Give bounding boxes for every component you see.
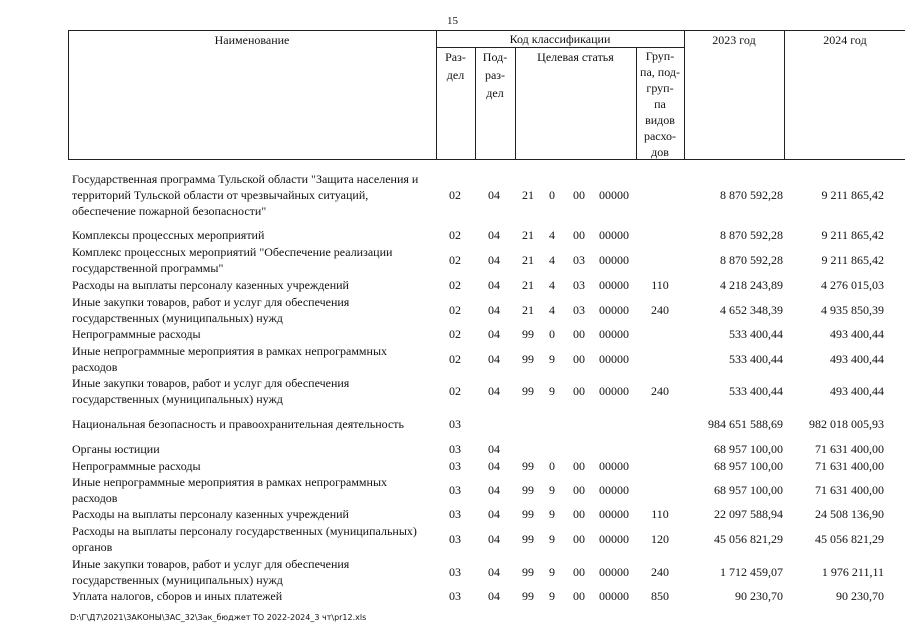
row-value-2024: 9 211 865,42 — [821, 228, 884, 242]
row-value-2024: 45 056 821,29 — [815, 532, 884, 546]
row-target-2: 9 — [549, 565, 555, 579]
row-razdel: 03 — [449, 507, 461, 521]
row-value-2023: 68 957 100,00 — [714, 483, 783, 497]
row-value-2024: 71 631 400,00 — [815, 483, 884, 497]
divider — [684, 30, 685, 160]
row-target-4: 00000 — [599, 532, 629, 546]
row-razdel: 02 — [449, 278, 461, 292]
row-target-2: 4 — [549, 303, 555, 317]
row-name: Иные непрограммные мероприятия в рамках непрограммных расходов — [72, 344, 388, 374]
row-razdel: 03 — [449, 589, 461, 603]
divider — [784, 30, 785, 160]
row-target-3: 00 — [573, 483, 585, 497]
row-name: Государственная программа Тульской области "Защита населения и территорий Тульской области от чрезвычайных ситуаций, обеспечение пожарной безопасности" — [72, 172, 419, 218]
header-year-2024: 2024 год — [823, 33, 867, 47]
row-group: 240 — [651, 384, 669, 398]
row-value-2023: 90 230,70 — [735, 589, 783, 603]
row-podrazdel: 04 — [488, 532, 500, 546]
row-value-2024: 71 631 400,00 — [815, 442, 884, 456]
row-group: 110 — [651, 507, 669, 521]
row-target-4: 00000 — [599, 188, 629, 202]
row-target-3: 00 — [573, 589, 585, 603]
row-razdel: 02 — [449, 228, 461, 242]
row-target-1: 21 — [522, 253, 534, 267]
row-target-2: 9 — [549, 532, 555, 546]
row-razdel: 02 — [449, 188, 461, 202]
row-podrazdel: 04 — [488, 253, 500, 267]
row-target-1: 99 — [522, 327, 534, 341]
page-number: 15 — [447, 15, 458, 27]
header-target: Целевая статья — [537, 50, 614, 64]
row-target-4: 00000 — [599, 278, 629, 292]
row-target-1: 21 — [522, 228, 534, 242]
header-group: Груп- па, под- груп- па видов расхо- дов — [640, 49, 680, 159]
row-podrazdel: 04 — [488, 352, 500, 366]
row-group: 240 — [651, 303, 669, 317]
row-target-4: 00000 — [599, 483, 629, 497]
row-value-2024: 4 276 015,03 — [821, 278, 884, 292]
row-target-2: 9 — [549, 483, 555, 497]
row-name: Комплекс процессных мероприятий "Обеспечение реализации государственной программы" — [72, 245, 393, 275]
row-target-1: 21 — [522, 303, 534, 317]
row-target-4: 00000 — [599, 384, 629, 398]
row-podrazdel: 04 — [488, 278, 500, 292]
row-razdel: 02 — [449, 384, 461, 398]
row-target-2: 0 — [549, 327, 555, 341]
header-podrazdel: Под- раз- дел — [482, 50, 508, 100]
row-podrazdel: 04 — [488, 384, 500, 398]
row-group: 240 — [651, 565, 669, 579]
row-name: Расходы на выплаты персоналу казенных учреждений — [72, 278, 349, 292]
row-target-3: 00 — [573, 532, 585, 546]
row-name: Органы юстиции — [72, 442, 160, 456]
row-value-2023: 533 400,44 — [729, 352, 783, 366]
row-target-2: 4 — [549, 278, 555, 292]
row-value-2023: 68 957 100,00 — [714, 459, 783, 473]
row-value-2024: 493 400,44 — [830, 352, 884, 366]
row-razdel: 02 — [449, 327, 461, 341]
row-target-1: 99 — [522, 384, 534, 398]
row-value-2023: 1 712 459,07 — [720, 565, 783, 579]
row-target-3: 00 — [573, 459, 585, 473]
file-path-footer: D:\Г\Д7\2021\ЗАКОНЫ\ЗАС_32\Зак_бюджет ТО 2022-2024_3 чт\pr12.xls — [70, 613, 367, 622]
row-target-2: 9 — [549, 507, 555, 521]
row-razdel: 03 — [449, 442, 461, 456]
row-value-2023: 45 056 821,29 — [714, 532, 783, 546]
row-name: Иные непрограммные мероприятия в рамках непрограммных расходов — [72, 475, 388, 505]
row-target-4: 00000 — [599, 327, 629, 341]
row-target-2: 0 — [549, 459, 555, 473]
row-podrazdel: 04 — [488, 228, 500, 242]
row-razdel: 03 — [449, 532, 461, 546]
row-target-3: 00 — [573, 188, 585, 202]
row-group: 110 — [651, 278, 669, 292]
row-target-3: 00 — [573, 384, 585, 398]
row-value-2023: 8 870 592,28 — [720, 228, 783, 242]
row-group: 120 — [651, 532, 669, 546]
row-razdel: 03 — [449, 459, 461, 473]
row-target-1: 21 — [522, 278, 534, 292]
row-value-2023: 8 870 592,28 — [720, 253, 783, 267]
row-name: Иные закупки товаров, работ и услуг для обеспечения государственных (муниципальных) нужд — [72, 557, 350, 587]
row-target-3: 00 — [573, 352, 585, 366]
row-value-2024: 1 976 211,11 — [821, 565, 884, 579]
row-target-3: 00 — [573, 507, 585, 521]
row-podrazdel: 04 — [488, 442, 500, 456]
row-name: Непрограммные расходы — [72, 327, 201, 341]
row-value-2024: 4 935 850,39 — [821, 303, 884, 317]
row-podrazdel: 04 — [488, 483, 500, 497]
row-razdel: 02 — [449, 303, 461, 317]
row-name: Национальная безопасность и правоохранительная деятельность — [72, 417, 405, 431]
row-podrazdel: 04 — [488, 303, 500, 317]
row-target-4: 00000 — [599, 565, 629, 579]
row-value-2023: 533 400,44 — [729, 327, 783, 341]
row-value-2024: 982 018 005,93 — [809, 417, 884, 431]
row-target-3: 03 — [573, 303, 585, 317]
row-target-1: 21 — [522, 188, 534, 202]
row-target-2: 9 — [549, 589, 555, 603]
row-target-1: 99 — [522, 352, 534, 366]
row-name: Расходы на выплаты персоналу казенных учреждений — [72, 507, 349, 521]
row-name: Иные закупки товаров, работ и услуг для обеспечения государственных (муниципальных) нужд — [72, 376, 350, 406]
row-razdel: 03 — [449, 417, 461, 431]
row-name: Уплата налогов, сборов и иных платежей — [72, 589, 283, 603]
row-target-3: 00 — [573, 565, 585, 579]
row-razdel: 03 — [449, 565, 461, 579]
row-razdel: 02 — [449, 253, 461, 267]
row-podrazdel: 04 — [488, 565, 500, 579]
row-target-2: 9 — [549, 352, 555, 366]
row-value-2024: 493 400,44 — [830, 327, 884, 341]
row-value-2023: 4 218 243,89 — [720, 278, 783, 292]
row-target-1: 99 — [522, 459, 534, 473]
row-target-1: 99 — [522, 532, 534, 546]
row-name: Комплексы процессных мероприятий — [72, 228, 265, 242]
header-code-group: Код классификации — [509, 32, 611, 46]
row-value-2023: 4 652 348,39 — [720, 303, 783, 317]
row-value-2024: 24 508 136,90 — [815, 507, 884, 521]
row-razdel: 03 — [449, 483, 461, 497]
row-podrazdel: 04 — [488, 507, 500, 521]
row-group: 850 — [651, 589, 669, 603]
row-target-4: 00000 — [599, 303, 629, 317]
row-name: Расходы на выплаты персоналу государственных (муниципальных) органов — [72, 524, 417, 554]
header-razdel: Раз- дел — [445, 50, 466, 82]
row-target-4: 00000 — [599, 589, 629, 603]
row-value-2024: 71 631 400,00 — [815, 459, 884, 473]
row-target-2: 9 — [549, 384, 555, 398]
row-target-4: 00000 — [599, 253, 629, 267]
row-target-1: 99 — [522, 565, 534, 579]
row-value-2024: 9 211 865,42 — [821, 188, 884, 202]
row-target-1: 99 — [522, 507, 534, 521]
row-target-2: 4 — [549, 253, 555, 267]
row-razdel: 02 — [449, 352, 461, 366]
row-target-3: 00 — [573, 327, 585, 341]
row-value-2023: 533 400,44 — [729, 384, 783, 398]
row-target-4: 00000 — [599, 507, 629, 521]
row-podrazdel: 04 — [488, 459, 500, 473]
row-target-4: 00000 — [599, 352, 629, 366]
header-year-2023: 2023 год — [712, 33, 756, 47]
header-name: Наименование — [214, 33, 290, 47]
row-value-2024: 9 211 865,42 — [821, 253, 884, 267]
row-name: Непрограммные расходы — [72, 459, 201, 473]
row-value-2024: 493 400,44 — [830, 384, 884, 398]
row-target-2: 0 — [549, 188, 555, 202]
row-target-4: 00000 — [599, 459, 629, 473]
row-value-2023: 8 870 592,28 — [720, 188, 783, 202]
row-value-2023: 984 651 588,69 — [708, 417, 783, 431]
row-target-2: 4 — [549, 228, 555, 242]
row-value-2023: 68 957 100,00 — [714, 442, 783, 456]
row-value-2024: 90 230,70 — [836, 589, 884, 603]
row-target-1: 99 — [522, 589, 534, 603]
row-target-3: 03 — [573, 253, 585, 267]
row-value-2023: 22 097 588,94 — [714, 507, 783, 521]
row-name: Иные закупки товаров, работ и услуг для обеспечения государственных (муниципальных) нужд — [72, 295, 350, 325]
row-target-1: 99 — [522, 483, 534, 497]
row-target-3: 03 — [573, 278, 585, 292]
row-target-3: 00 — [573, 228, 585, 242]
row-podrazdel: 04 — [488, 327, 500, 341]
row-target-4: 00000 — [599, 228, 629, 242]
row-podrazdel: 04 — [488, 188, 500, 202]
row-podrazdel: 04 — [488, 589, 500, 603]
